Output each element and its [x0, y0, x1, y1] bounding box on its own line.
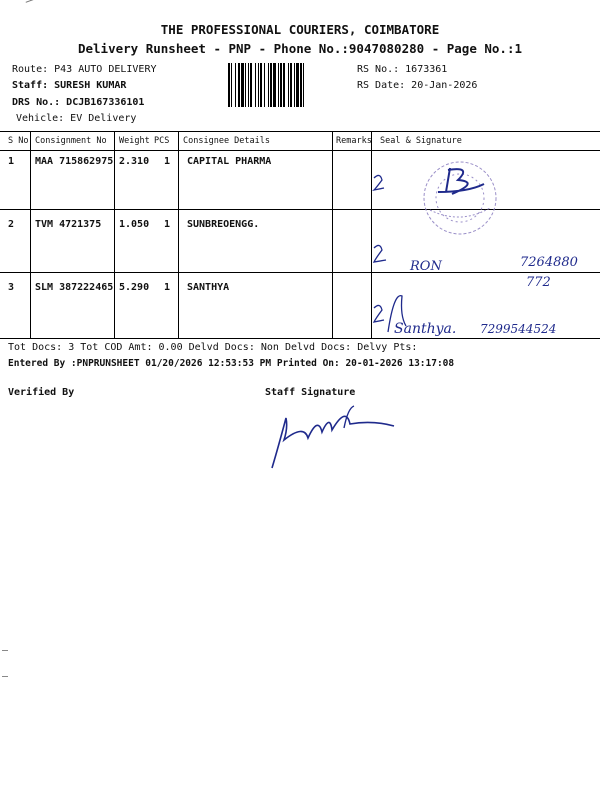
col-header-weight: Weight	[119, 136, 150, 146]
drs-number: DRS No.: DCJB167336101	[12, 97, 145, 108]
row-3-weight: 5.290	[119, 282, 150, 293]
row-3-name: Santhya.	[394, 321, 457, 337]
barcode-bar	[245, 63, 246, 107]
vehicle-label: Vehicle: EV Delivery	[16, 113, 137, 124]
rs-number: RS No.: 1673361	[357, 64, 448, 75]
scan-mark	[2, 650, 8, 651]
barcode-bar	[260, 63, 262, 107]
col-header-remarks: Remarks	[336, 136, 372, 146]
seal-signature-area	[360, 150, 600, 340]
barcode-bar	[268, 63, 269, 107]
totals-line: Tot Docs: 3 Tot COD Amt: 0.00 Delvd Docs: Non Delvd Docs: Delvy Pts:	[8, 342, 418, 353]
col-divider	[114, 131, 115, 338]
barcode-bar	[288, 63, 289, 107]
col-divider	[178, 131, 179, 338]
row-3-consignment: SLM 387222465	[35, 282, 114, 293]
scan-mark	[2, 676, 8, 677]
row-1-consignee: CAPITAL PHARMA	[187, 156, 272, 167]
col-header-consignee: Consignee Details	[183, 136, 270, 146]
staff-label: Staff: SURESH KUMAR	[12, 80, 127, 91]
barcode	[228, 63, 354, 107]
row-3-sno: 3	[8, 282, 15, 293]
col-header-consignment: Consignment No	[35, 136, 107, 146]
barcode-bar	[235, 63, 236, 107]
barcode-bar	[238, 63, 240, 107]
row-2-sno: 2	[8, 219, 15, 230]
barcode-bar	[248, 63, 249, 107]
barcode-bar	[300, 63, 302, 107]
row-2-consignment: TVM 4721375	[35, 219, 102, 230]
col-header-pcs: PCS	[154, 136, 170, 146]
scan-mark	[26, 0, 37, 6]
row-1-pcs: 1	[164, 156, 171, 167]
row-3-pcs: 1	[164, 282, 171, 293]
company-stamp	[424, 162, 496, 234]
barcode-bar	[255, 63, 256, 107]
col-divider	[30, 131, 31, 338]
col-header-seal: Seal & Signature	[380, 136, 462, 146]
barcode-bar	[280, 63, 282, 107]
barcode-bar	[273, 63, 276, 107]
row-2-initial	[374, 245, 386, 262]
col-header-sno: S No	[8, 136, 29, 146]
row-1-weight: 2.310	[119, 156, 150, 167]
barcode-bar	[290, 63, 292, 107]
row-2-pcs: 1	[164, 219, 171, 230]
row-3-initial	[374, 305, 384, 322]
barcode-bar	[283, 63, 285, 107]
row-1-sno: 1	[8, 156, 15, 167]
row-2-phone: 7264880	[520, 255, 578, 270]
row-1-initial	[374, 175, 384, 190]
barcode-bar	[250, 63, 252, 107]
barcode-bar	[278, 63, 279, 107]
verified-by-label: Verified By	[8, 387, 75, 398]
barcode-bar	[231, 63, 232, 107]
barcode-bar	[264, 63, 265, 107]
entered-by-line: Entered By :PNPRUNSHEET 01/20/2026 12:53:53 PM Printed On: 20-01-2026 13:17:08	[8, 358, 455, 369]
row-2-weight: 1.050	[119, 219, 150, 230]
route-label: Route: P43 AUTO DELIVERY	[12, 64, 157, 75]
barcode-bar	[294, 63, 295, 107]
barcode-bar	[241, 63, 244, 107]
row-3-phone: 7299544524	[480, 322, 557, 336]
staff-signature	[262, 400, 422, 474]
row-2-phone-line2: 772	[526, 275, 551, 290]
row-2-consignee: SUNBREOENGG.	[187, 219, 260, 230]
barcode-bar	[296, 63, 299, 107]
row-1-consignment: MAA 715862975	[35, 156, 114, 167]
row-3-consignee: SANTHYA	[187, 282, 230, 293]
table-top-rule	[0, 131, 600, 132]
barcode-bar	[228, 63, 230, 107]
barcode-bar	[270, 63, 272, 107]
rs-date: RS Date: 20-Jan-2026	[357, 80, 478, 91]
staff-signature-label: Staff Signature	[265, 387, 356, 398]
company-title: THE PROFESSIONAL COURIERS, COIMBATORE	[160, 22, 440, 37]
barcode-bar	[303, 63, 304, 107]
col-divider	[332, 131, 333, 338]
barcode-bar	[258, 63, 259, 107]
row-2-mark: RON	[410, 259, 442, 274]
runsheet-subtitle: Delivery Runsheet - PNP - Phone No.:9047080280 - Page No.:1	[77, 41, 522, 56]
